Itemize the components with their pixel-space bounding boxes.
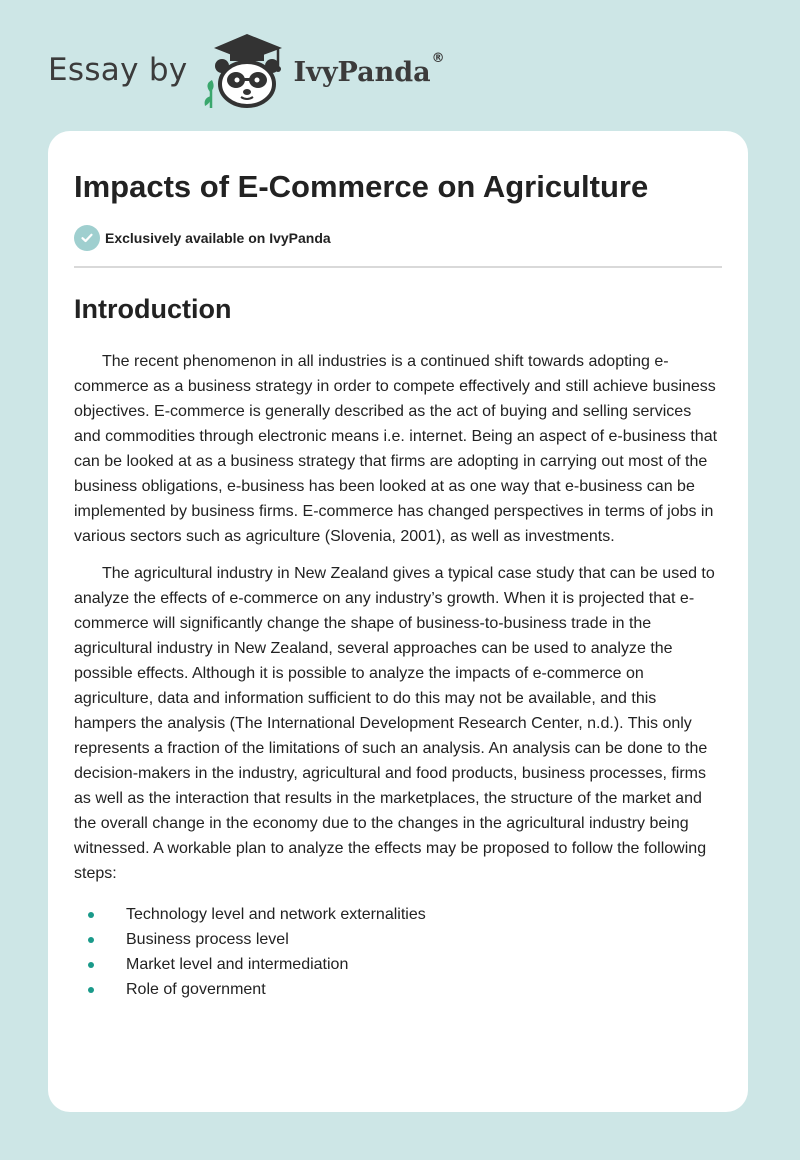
list-item-text: Market level and intermediation [126, 956, 349, 973]
bullet-icon [88, 962, 94, 968]
essay-title: Impacts of E-Commerce on Agriculture [74, 169, 649, 204]
check-circle-icon [74, 225, 100, 251]
brand-name-text: IvyPanda [293, 56, 431, 88]
brand-name[interactable] [293, 50, 445, 88]
registered-mark: ® [431, 50, 445, 66]
title-divider [74, 266, 722, 268]
exclusive-badge [74, 225, 722, 251]
list-item-text: Technology level and network externalities [126, 906, 426, 923]
site-header [48, 30, 445, 110]
list-item [88, 902, 722, 927]
list-item [88, 927, 722, 952]
bullet-icon [88, 937, 94, 943]
paragraph: The agricultural industry in New Zealand gives a typical case study that can be used to analyze the effects of e-commerce on any industry’s growth. When it is projected that e-commerce will significantly change the shape of business-to-business trade in the agricultural industry in New Zealand, several approaches can be used to analyze the possible effects. Although it is possible to analyze the impacts of e-commerce on agriculture, data and information sufficient to do this may not be available, and this hampers the analysis (The International Development Research Center, n.d.). This only represents a fraction of the limitations of such an analysis. An analysis can be done to the decision-makers in the industry, agricultural and food products, business processes, firms as well as the interaction that results in the marketplaces, the structure of the market and the overall change in the economy due to the changes in the agricultural industry being witnessed. A workable plan to analyze the effects may be proposed to follow the following steps: [74, 565, 715, 882]
list-item-text: Business process level [126, 931, 289, 948]
bullet-icon [88, 912, 94, 918]
panda-graduation-cap-logo-icon[interactable] [202, 30, 292, 110]
brand-prefix: Essay by [48, 52, 188, 88]
list-item-text: Role of government [126, 981, 266, 998]
list-item [88, 952, 722, 977]
essay-card [48, 131, 748, 1112]
exclusive-badge-text: Exclusively available on IvyPanda [105, 230, 331, 246]
section-heading-introduction: Introduction [74, 294, 232, 324]
list-item [88, 977, 722, 1002]
paragraph: The recent phenomenon in all industries is a continued shift towards adopting e-commerce as a business strategy in order to compete effectively and still achieve business objectives. E-commerce is generally described as the act of buying and selling services and commodities through electronic means i.e. internet. Being an aspect of e-business that can be looked at as a business strategy that firms are adopting in carrying out most of the business obligations, e-business has been looked at as one way that e-business can be implemented by business firms. E-commerce has changed perspectives in terms of jobs in various sectors such as agriculture (Slovenia, 2001), as well as investments. [74, 353, 718, 545]
steps-list [88, 902, 722, 1002]
bullet-icon [88, 987, 94, 993]
